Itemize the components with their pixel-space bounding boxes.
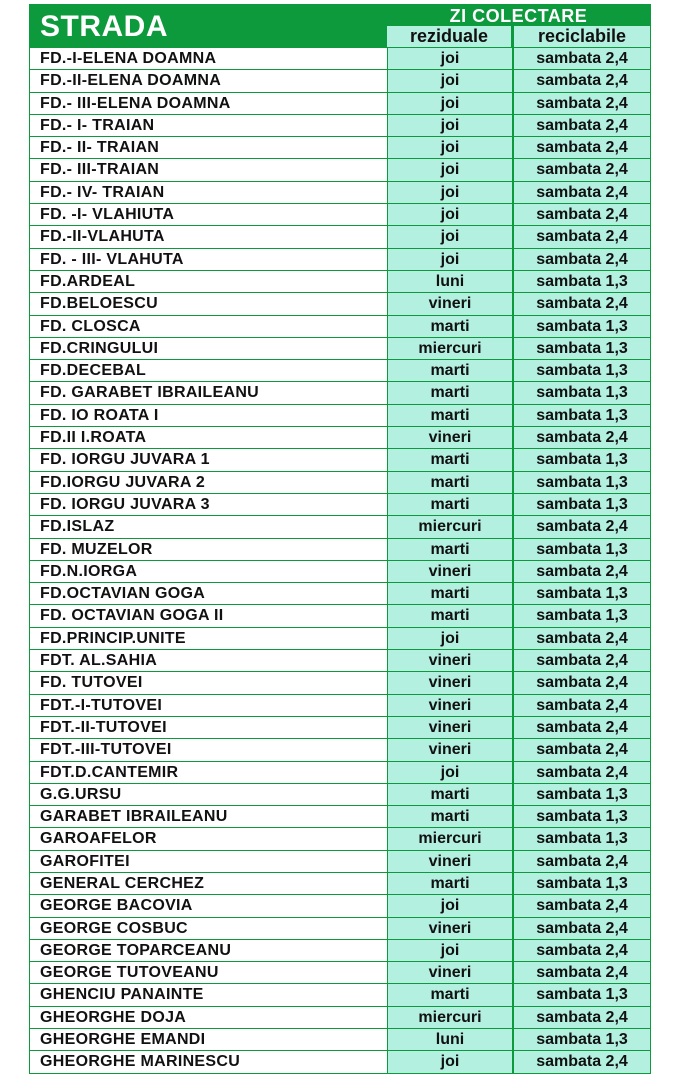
reziduale-day-cell: marti: [388, 472, 512, 493]
street-name-cell: FD.- I- TRAIAN: [30, 115, 387, 136]
column-header-zi-colectare: ZI COLECTARE: [449, 6, 588, 26]
table-row: [30, 493, 650, 515]
reciclabile-day-cell: sambata 2,4: [514, 650, 650, 671]
reciclabile-day-cell: sambata 1,3: [514, 539, 650, 560]
reziduale-day-cell: marti: [388, 449, 512, 470]
table-row: [30, 939, 650, 961]
reciclabile-day-cell: sambata 1,3: [514, 605, 650, 626]
reciclabile-day-cell: sambata 2,4: [514, 762, 650, 783]
street-name-cell: FD.-II-ELENA DOAMNA: [30, 70, 387, 91]
table-row: [30, 471, 650, 493]
table-row: [30, 426, 650, 448]
reciclabile-day-cell: sambata 1,3: [514, 583, 650, 604]
reciclabile-day-cell: sambata 2,4: [514, 137, 650, 158]
reciclabile-day-cell: sambata 2,4: [514, 48, 650, 69]
reziduale-day-cell: vineri: [388, 717, 512, 738]
reciclabile-day-cell: sambata 1,3: [514, 316, 650, 337]
reciclabile-day-cell: sambata 2,4: [514, 918, 650, 939]
reciclabile-day-cell: sambata 1,3: [514, 405, 650, 426]
reziduale-day-cell: luni: [388, 271, 512, 292]
reciclabile-day-cell: sambata 2,4: [514, 1051, 650, 1072]
street-name-cell: G.G.URSU: [30, 784, 387, 805]
reziduale-day-cell: marti: [388, 984, 512, 1005]
reciclabile-day-cell: sambata 1,3: [514, 984, 650, 1005]
street-name-cell: FD.ISLAZ: [30, 516, 387, 537]
reciclabile-day-cell: sambata 1,3: [514, 1029, 650, 1050]
reziduale-day-cell: joi: [388, 137, 512, 158]
street-name-cell: FD.II I.ROATA: [30, 427, 387, 448]
table-row: [30, 694, 650, 716]
table-row: [30, 805, 650, 827]
street-name-cell: FD.OCTAVIAN GOGA: [30, 583, 387, 604]
street-name-cell: GEORGE TOPARCEANU: [30, 940, 387, 961]
reziduale-day-cell: marti: [388, 583, 512, 604]
street-name-cell: FD.-I-ELENA DOAMNA: [30, 48, 387, 69]
reciclabile-day-cell: sambata 2,4: [514, 516, 650, 537]
street-name-cell: FDT. AL.SAHIA: [30, 650, 387, 671]
reziduale-day-cell: joi: [388, 70, 512, 91]
street-name-cell: FD.PRINCIP.UNITE: [30, 628, 387, 649]
street-name-cell: GHEORGHE DOJA: [30, 1007, 387, 1028]
table-row: [30, 203, 650, 225]
table-row: [30, 649, 650, 671]
header-collection-group: [387, 5, 650, 47]
table-row: [30, 538, 650, 560]
reziduale-day-cell: marti: [388, 360, 512, 381]
table-row: [30, 917, 650, 939]
table-row: [30, 827, 650, 849]
reziduale-day-cell: joi: [388, 93, 512, 114]
street-name-cell: GEORGE COSBUC: [30, 918, 387, 939]
table-row: [30, 337, 650, 359]
reziduale-day-cell: vineri: [388, 962, 512, 983]
street-name-cell: FD.DECEBAL: [30, 360, 387, 381]
table-row: [30, 671, 650, 693]
reciclabile-day-cell: sambata 1,3: [514, 806, 650, 827]
reciclabile-day-cell: sambata 1,3: [514, 494, 650, 515]
reziduale-day-cell: joi: [388, 159, 512, 180]
reziduale-day-cell: vineri: [388, 293, 512, 314]
street-name-cell: FD. MUZELOR: [30, 539, 387, 560]
street-name-cell: FD. IORGU JUVARA 3: [30, 494, 387, 515]
table-row: [30, 894, 650, 916]
table-row: [30, 738, 650, 760]
reziduale-day-cell: joi: [388, 249, 512, 270]
table-row: [30, 404, 650, 426]
table-row: [30, 47, 650, 69]
reciclabile-day-cell: sambata 2,4: [514, 695, 650, 716]
table-row: [30, 92, 650, 114]
reciclabile-day-cell: sambata 2,4: [514, 427, 650, 448]
reziduale-day-cell: joi: [388, 895, 512, 916]
street-name-cell: FD.N.IORGA: [30, 561, 387, 582]
reciclabile-day-cell: sambata 2,4: [514, 249, 650, 270]
table-row: [30, 961, 650, 983]
reziduale-day-cell: luni: [388, 1029, 512, 1050]
reciclabile-day-cell: sambata 1,3: [514, 360, 650, 381]
reciclabile-day-cell: sambata 2,4: [514, 672, 650, 693]
reziduale-day-cell: joi: [388, 204, 512, 225]
reciclabile-day-cell: sambata 2,4: [514, 1007, 650, 1028]
reziduale-day-cell: vineri: [388, 427, 512, 448]
street-name-cell: FD. TUTOVEI: [30, 672, 387, 693]
table-row: [30, 225, 650, 247]
reziduale-day-cell: marti: [388, 316, 512, 337]
street-name-cell: GEORGE BACOVIA: [30, 895, 387, 916]
reciclabile-day-cell: sambata 2,4: [514, 293, 650, 314]
table-row: [30, 560, 650, 582]
street-name-cell: GHENCIU PANAINTE: [30, 984, 387, 1005]
reziduale-day-cell: vineri: [388, 695, 512, 716]
reciclabile-day-cell: sambata 2,4: [514, 962, 650, 983]
street-name-cell: FD. OCTAVIAN GOGA II: [30, 605, 387, 626]
reciclabile-day-cell: sambata 2,4: [514, 159, 650, 180]
street-name-cell: GENERAL CERCHEZ: [30, 873, 387, 894]
table-row: [30, 1006, 650, 1028]
table-row: [30, 716, 650, 738]
reziduale-day-cell: vineri: [388, 650, 512, 671]
reciclabile-day-cell: sambata 1,3: [514, 828, 650, 849]
table-row: [30, 1028, 650, 1050]
street-name-cell: FD.- IV- TRAIAN: [30, 182, 387, 203]
reciclabile-day-cell: sambata 2,4: [514, 70, 650, 91]
reziduale-day-cell: miercuri: [388, 1007, 512, 1028]
table-row: [30, 1050, 650, 1072]
reziduale-day-cell: vineri: [388, 918, 512, 939]
street-name-cell: FD. CLOSCA: [30, 316, 387, 337]
table-row: [30, 114, 650, 136]
reciclabile-day-cell: sambata 1,3: [514, 873, 650, 894]
table-row: [30, 315, 650, 337]
street-name-cell: FDT.D.CANTEMIR: [30, 762, 387, 783]
table-row: [30, 850, 650, 872]
street-name-cell: FD.- II- TRAIAN: [30, 137, 387, 158]
street-name-cell: FDT.-III-TUTOVEI: [30, 739, 387, 760]
reziduale-day-cell: vineri: [388, 851, 512, 872]
reziduale-day-cell: vineri: [388, 561, 512, 582]
reziduale-day-cell: marti: [388, 784, 512, 805]
street-name-cell: GAROAFELOR: [30, 828, 387, 849]
table-body: [30, 47, 650, 1073]
reciclabile-day-cell: sambata 1,3: [514, 472, 650, 493]
street-name-cell: FD.ARDEAL: [30, 271, 387, 292]
reziduale-day-cell: joi: [388, 226, 512, 247]
collection-schedule-table: [29, 4, 651, 1074]
reziduale-day-cell: marti: [388, 806, 512, 827]
street-name-cell: GAROFITEI: [30, 851, 387, 872]
table-row: [30, 158, 650, 180]
street-name-cell: FDT.-I-TUTOVEI: [30, 695, 387, 716]
street-name-cell: GHEORGHE EMANDI: [30, 1029, 387, 1050]
table-row: [30, 604, 650, 626]
table-header: [30, 5, 650, 47]
street-name-cell: FD. IORGU JUVARA 1: [30, 449, 387, 470]
reziduale-day-cell: miercuri: [388, 828, 512, 849]
table-row: [30, 983, 650, 1005]
table-row: [30, 270, 650, 292]
reziduale-day-cell: vineri: [388, 672, 512, 693]
street-name-cell: GHEORGHE MARINESCU: [30, 1051, 387, 1072]
sub-header-row: [387, 26, 650, 47]
table-row: [30, 627, 650, 649]
table-row: [30, 381, 650, 403]
table-row: [30, 181, 650, 203]
street-name-cell: FD. IO ROATA I: [30, 405, 387, 426]
table-row: [30, 872, 650, 894]
table-row: [30, 359, 650, 381]
table-row: [30, 69, 650, 91]
street-name-cell: GARABET IBRAILEANU: [30, 806, 387, 827]
table-row: [30, 248, 650, 270]
table-row: [30, 136, 650, 158]
reciclabile-day-cell: sambata 2,4: [514, 717, 650, 738]
reciclabile-day-cell: sambata 2,4: [514, 628, 650, 649]
street-name-cell: FD. - III- VLAHUTA: [30, 249, 387, 270]
reziduale-day-cell: miercuri: [388, 338, 512, 359]
reziduale-day-cell: marti: [388, 494, 512, 515]
street-name-cell: FD.- III-TRAIAN: [30, 159, 387, 180]
column-header-reciclabile: reciclabile: [514, 26, 650, 47]
street-name-cell: FDT.-II-TUTOVEI: [30, 717, 387, 738]
reciclabile-day-cell: sambata 1,3: [514, 271, 650, 292]
reciclabile-day-cell: sambata 2,4: [514, 561, 650, 582]
reziduale-day-cell: marti: [388, 605, 512, 626]
column-header-strada: STRADA: [40, 10, 168, 43]
reciclabile-day-cell: sambata 2,4: [514, 851, 650, 872]
street-name-cell: FD.- III-ELENA DOAMNA: [30, 93, 387, 114]
reciclabile-day-cell: sambata 1,3: [514, 784, 650, 805]
reziduale-day-cell: marti: [388, 405, 512, 426]
table-row: [30, 448, 650, 470]
reciclabile-day-cell: sambata 2,4: [514, 895, 650, 916]
street-name-cell: FD.IORGU JUVARA 2: [30, 472, 387, 493]
reziduale-day-cell: marti: [388, 382, 512, 403]
reciclabile-day-cell: sambata 2,4: [514, 204, 650, 225]
reziduale-day-cell: marti: [388, 873, 512, 894]
table-row: [30, 292, 650, 314]
street-name-cell: FD. GARABET IBRAILEANU: [30, 382, 387, 403]
column-header-reziduale: reziduale: [387, 26, 511, 47]
reciclabile-day-cell: sambata 1,3: [514, 449, 650, 470]
reciclabile-day-cell: sambata 2,4: [514, 182, 650, 203]
reziduale-day-cell: joi: [388, 628, 512, 649]
reziduale-day-cell: vineri: [388, 739, 512, 760]
reziduale-day-cell: joi: [388, 940, 512, 961]
street-name-cell: FD. -I- VLAHIUTA: [30, 204, 387, 225]
table-row: [30, 515, 650, 537]
reciclabile-day-cell: sambata 2,4: [514, 940, 650, 961]
reciclabile-day-cell: sambata 2,4: [514, 115, 650, 136]
reciclabile-day-cell: sambata 1,3: [514, 382, 650, 403]
reziduale-day-cell: marti: [388, 539, 512, 560]
reziduale-day-cell: miercuri: [388, 516, 512, 537]
reciclabile-day-cell: sambata 1,3: [514, 338, 650, 359]
street-name-cell: FD.BELOESCU: [30, 293, 387, 314]
reciclabile-day-cell: sambata 2,4: [514, 93, 650, 114]
street-name-cell: FD.CRINGULUI: [30, 338, 387, 359]
reziduale-day-cell: joi: [388, 1051, 512, 1072]
street-name-cell: FD.-II-VLAHUTA: [30, 226, 387, 247]
reciclabile-day-cell: sambata 2,4: [514, 739, 650, 760]
reziduale-day-cell: joi: [388, 182, 512, 203]
table-row: [30, 783, 650, 805]
reziduale-day-cell: joi: [388, 48, 512, 69]
reziduale-day-cell: joi: [388, 115, 512, 136]
reciclabile-day-cell: sambata 2,4: [514, 226, 650, 247]
table-row: [30, 582, 650, 604]
reziduale-day-cell: joi: [388, 762, 512, 783]
street-name-cell: GEORGE TUTOVEANU: [30, 962, 387, 983]
table-row: [30, 761, 650, 783]
